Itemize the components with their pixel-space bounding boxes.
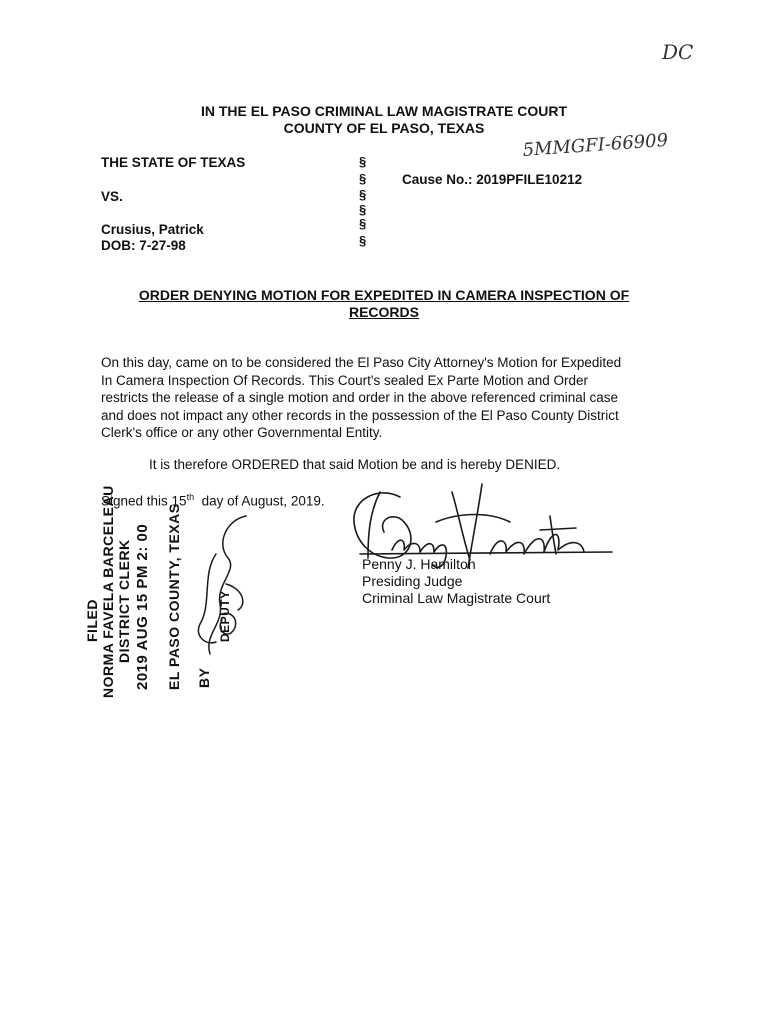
body-line: In Camera Inspection Of Records. This Court's sealed Ex Parte Motion and Order [101,372,589,388]
signature-block [362,556,550,607]
section-symbol: § [359,170,367,186]
stamp-datetime: 2019 AUG 15 PM 2: 00 [134,523,151,690]
body-line: Clerk's office or any other Governmental Entity. [101,425,383,440]
stamp-clerk-name: NORMA FAVELA BARCELEAU [100,485,116,698]
stamp-clerk-title: DISTRICT CLERK [116,539,132,663]
defendant-dob: DOB: 7-27-98 [101,238,186,253]
stamp-by: BY [196,667,212,688]
section-symbols-column [359,156,366,247]
judge-name: Penny J. Hamilton [362,556,476,572]
plaintiff: THE STATE OF TEXAS [101,155,246,170]
stamp-deputy: DEPUTY [218,590,232,642]
section-symbol: § [359,232,367,248]
section-symbol: § [359,201,367,217]
versus: VS. [101,189,123,204]
section-symbol: § [359,154,367,169]
signed-prefix: Signed this 15 [101,493,187,509]
order-title-line1: ORDER DENYING MOTION FOR EXPEDITED IN CAMERA INSPECTION OF [138,287,630,303]
body-line: On this day, came on to be considered the El Paso City Attorney's Motion for Expedited [101,355,622,370]
court-name: IN THE EL PASO CRIMINAL LAW MAGISTRATE COURT [200,103,568,119]
signed-suffix: day of August, 2019. [194,493,325,509]
cause-number: Cause No.: 2019PFILE10212 [402,172,583,187]
order-body [101,354,681,442]
judge-court: Criminal Law Magistrate Court [362,590,551,606]
section-symbol: § [359,187,367,202]
section-symbol: § [359,216,367,231]
judge-title: Presiding Judge [362,573,463,589]
stamp-filed: FILED [84,599,100,642]
ordered-clause: It is therefore ORDERED that said Motion be and is hereby DENIED. [149,457,561,472]
order-title-line2: RECORDS [348,304,419,320]
body-line: restricts the release of a single motion and order in the above referenced criminal case [101,390,619,405]
stamp-county: EL PASO COUNTY, TEXAS [166,503,182,690]
defendant-name: Crusius, Patrick [101,222,204,237]
body-line: and does not impact any other records in the possession of the El Paso County District [101,407,619,423]
court-county: COUNTY OF EL PASO, TEXAS [283,120,485,136]
handwritten-case-number: 5MMGFI-66909 [522,129,669,161]
corner-initials: DC [662,40,694,64]
signed-date [101,489,325,510]
signed-ordinal: th [186,492,195,502]
deputy-signature [186,514,276,664]
